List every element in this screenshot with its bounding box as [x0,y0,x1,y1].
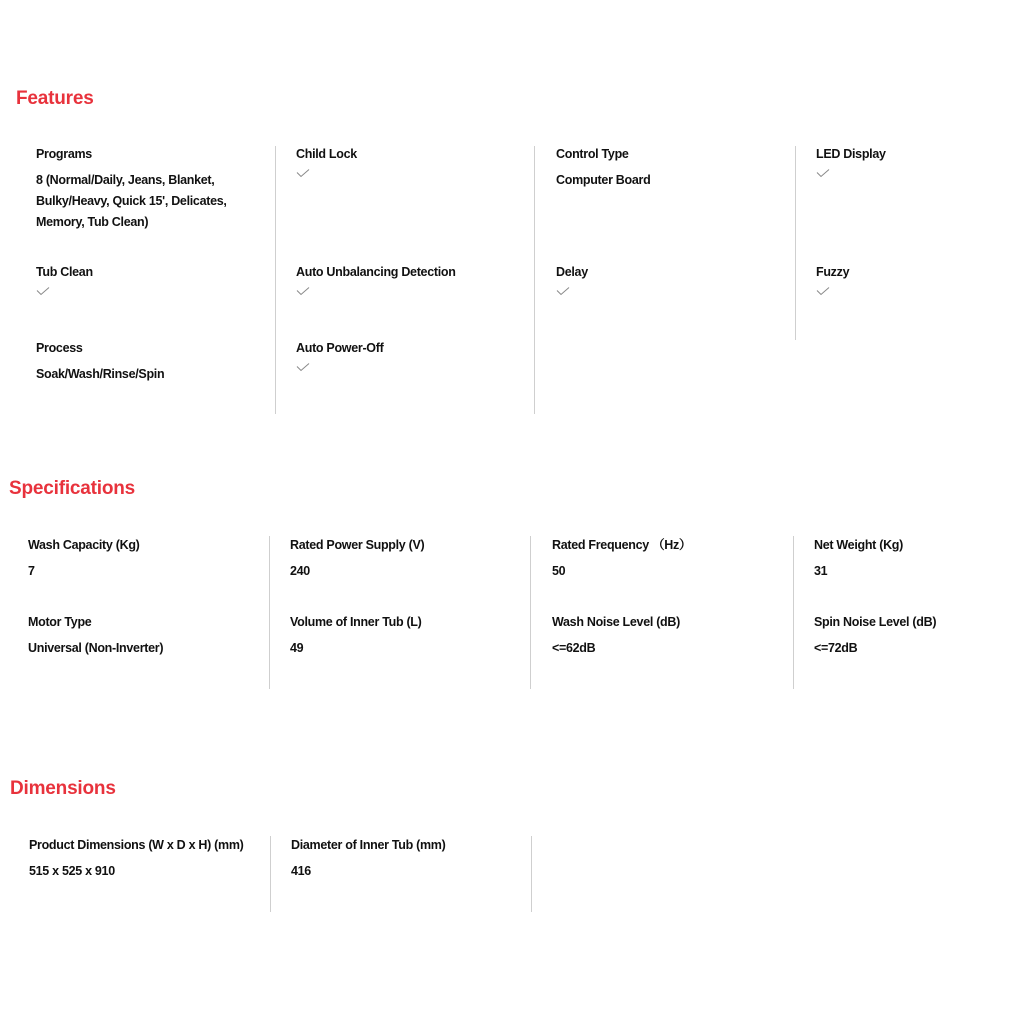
dim-product-dimensions [29,837,265,882]
checkmark-icon [816,168,830,178]
spec-value: Universal (Non-Inverter) [28,641,164,655]
feature-value: Soak/Wash/Rinse/Spin [36,367,165,381]
checkmark-icon [556,286,570,296]
feature-label: Child Lock [296,147,357,161]
spec-wash-noise [552,614,788,659]
spec-value: 31 [814,564,828,578]
specifications-heading: Specifications [9,478,136,499]
dim-value: 416 [291,864,311,878]
feature-label: Fuzzy [816,265,850,279]
feature-auto-unbalancing [296,264,532,296]
feature-fuzzy [816,264,1024,296]
feature-delay [556,264,792,296]
feature-process [36,340,272,385]
spec-rated-frequency [552,537,788,582]
spec-value: <=62dB [552,641,596,655]
column-divider [793,536,794,689]
spec-wash-capacity [28,537,264,582]
spec-inner-tub-volume [290,614,526,659]
dim-inner-tub-diameter [291,837,527,882]
spec-net-weight [814,537,1024,582]
feature-value: 8 (Normal/Daily, Jeans, Blanket, Bulky/Heavy, Quick 15', Delicates, Memory, Tub Clean) [36,173,227,229]
feature-tub-clean [36,264,272,296]
column-divider [275,146,276,414]
feature-label: LED Display [816,147,886,161]
spec-label: Spin Noise Level (dB) [814,615,937,629]
spec-rated-power [290,537,526,582]
column-divider [270,836,271,912]
dimensions-heading: Dimensions [10,778,116,799]
spec-value: <=72dB [814,641,858,655]
checkmark-icon [296,362,310,372]
feature-label: Control Type [556,147,629,161]
checkmark-icon [36,286,50,296]
spec-label: Wash Noise Level (dB) [552,615,680,629]
spec-label: Net Weight (Kg) [814,538,904,552]
spec-value: 7 [28,564,35,578]
checkmark-icon [296,168,310,178]
feature-auto-power-off [296,340,532,372]
spec-value: 240 [290,564,310,578]
feature-control-type [556,146,792,191]
feature-label: Auto Power-Off [296,341,384,355]
dim-value: 515 x 525 x 910 [29,864,115,878]
spec-label: Motor Type [28,615,92,629]
feature-led-display [816,146,1024,178]
feature-child-lock [296,146,532,178]
feature-label: Programs [36,147,92,161]
dim-label: Diameter of Inner Tub (mm) [291,838,446,852]
features-heading: Features [16,88,94,109]
spec-label: Volume of Inner Tub (L) [290,615,422,629]
feature-label: Delay [556,265,588,279]
feature-label: Tub Clean [36,265,93,279]
column-divider [534,146,535,414]
feature-label: Process [36,341,83,355]
dim-label: Product Dimensions (W x D x H) (mm) [29,838,244,852]
column-divider [530,536,531,689]
feature-programs [36,146,272,233]
checkmark-icon [296,286,310,296]
spec-value: 49 [290,641,304,655]
feature-label: Auto Unbalancing Detection [296,265,456,279]
column-divider [531,836,532,912]
column-divider [795,146,796,340]
checkmark-icon [816,286,830,296]
spec-label: Wash Capacity (Kg) [28,538,140,552]
spec-label: Rated Power Supply (V) [290,538,425,552]
column-divider [269,536,270,689]
spec-spin-noise [814,614,1024,659]
spec-value: 50 [552,564,566,578]
spec-motor-type [28,614,264,659]
spec-label: Rated Frequency （Hz） [552,538,692,552]
feature-value: Computer Board [556,173,651,187]
